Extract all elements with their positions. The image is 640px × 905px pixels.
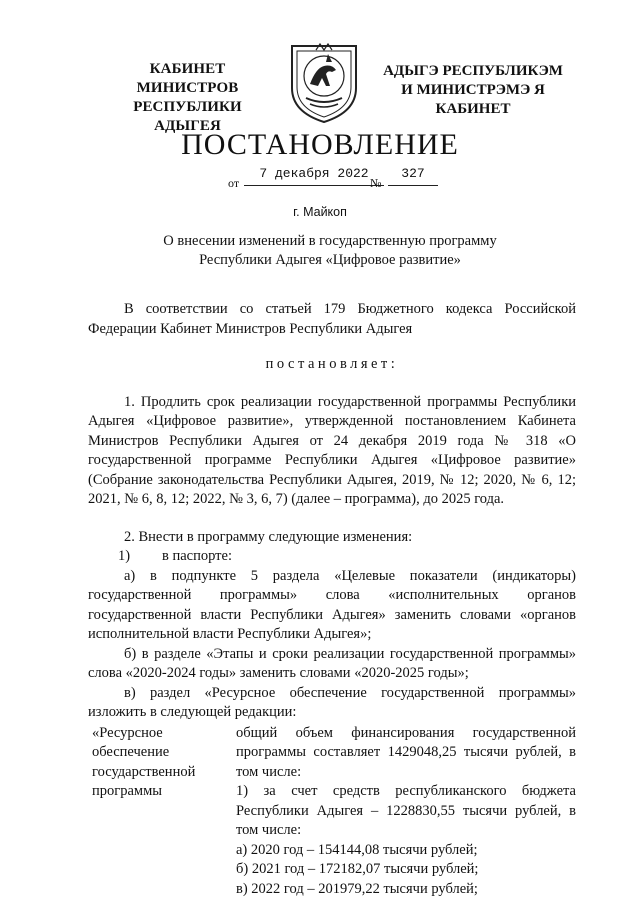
resource-line: б) 2021 год – 172182,07 тысячи рублей;: [236, 861, 479, 877]
subitem-v: в) раздел «Ресурсное обеспечение государственной программы» изложить в следующей редакции:: [88, 684, 576, 720]
document-body: [88, 300, 576, 899]
dateline: [228, 166, 448, 192]
header-left-line2: РЕСПУБЛИКИ АДЫГЕЯ: [133, 99, 242, 134]
subject-line2: Республики Адыгея «Цифровое развитие»: [199, 252, 461, 268]
coat-of-arms-icon: [286, 40, 362, 124]
subitem-b: б) в разделе «Этапы и сроки реализации государственной программы» слова «2020-2024 годы» заменить словами «2020-2025 годы»;: [88, 645, 576, 681]
item-1-text: в паспорте:: [162, 548, 232, 564]
header-right-line2: И МИНИСТРЭМЭ Я КАБИНЕТ: [401, 82, 545, 117]
document-date: 7 декабря 2022: [244, 166, 384, 186]
number-sign: №: [370, 176, 382, 190]
resource-line: в) 2022 год – 201979,22 тысячи рублей;: [236, 880, 478, 897]
point-2: 2. Внести в программу следующие изменения:: [124, 528, 413, 545]
decrees-word: постановляет:: [265, 356, 399, 372]
document-subject: [140, 232, 520, 270]
subitem-a: а) в подпункте 5 раздела «Целевые показатели (индикаторы) государственной программы» слова «исполнительных органов государственной власти Республики Адыгея» заменить словами «органов исполнительной власти Республики Адыгея»;: [88, 567, 576, 642]
item-1-number: 1): [118, 548, 131, 564]
resource-line: а) 2020 год – 154144,08 тысячи рублей;: [236, 841, 478, 858]
preamble: В соответствии со статьей 179 Бюджетного кодекса Российской Федерации Кабинет Министров Республики Адыгея: [88, 301, 576, 337]
resource-line: 1) за счет средств республиканского бюджета Республики Адыгея – 1228830,55 тысячи рублей, в том числе:: [236, 783, 576, 838]
header-right-line1: АДЫГЭ РЕСПУБЛИКЭМ: [383, 63, 563, 79]
resource-line: общий объем финансирования государственной программы составляет 1429048,25 тысячи рублей, в том числе:: [236, 724, 576, 780]
header-left-line1: КАБИНЕТ МИНИСТРОВ: [136, 61, 239, 96]
point-1: 1. Продлить срок реализации государственной программы Республики Адыгея «Цифровое развитие», утвержденной постановлением Кабинета Министров Республики Адыгея от 24 декабря 2019 года № 318 «О государственной программе Республики Адыгея «Цифровое развитие» (Собрание законодательства Республики Адыгея, 2019, № 12; 2020, № 6, 12; 2021, № 6, 8, 12; 2022, № 3, 6, 7) (далее – программа), до 2025 года.: [88, 393, 576, 507]
document-number: 327: [388, 166, 438, 186]
date-prefix: от: [228, 176, 240, 190]
document-title: ПОСТАНОВЛЕНИЕ: [181, 128, 459, 161]
header-right: [368, 62, 578, 119]
item-1: [88, 547, 576, 567]
city: г. Майкоп: [293, 205, 347, 219]
resource-table-content: [226, 724, 576, 900]
subject-line1: О внесении изменений в государственную программу: [163, 233, 497, 249]
resource-table-label: «Ресурсное обеспечение государственной программы: [92, 724, 196, 799]
header-left: [100, 60, 275, 136]
resource-table: [88, 724, 576, 900]
